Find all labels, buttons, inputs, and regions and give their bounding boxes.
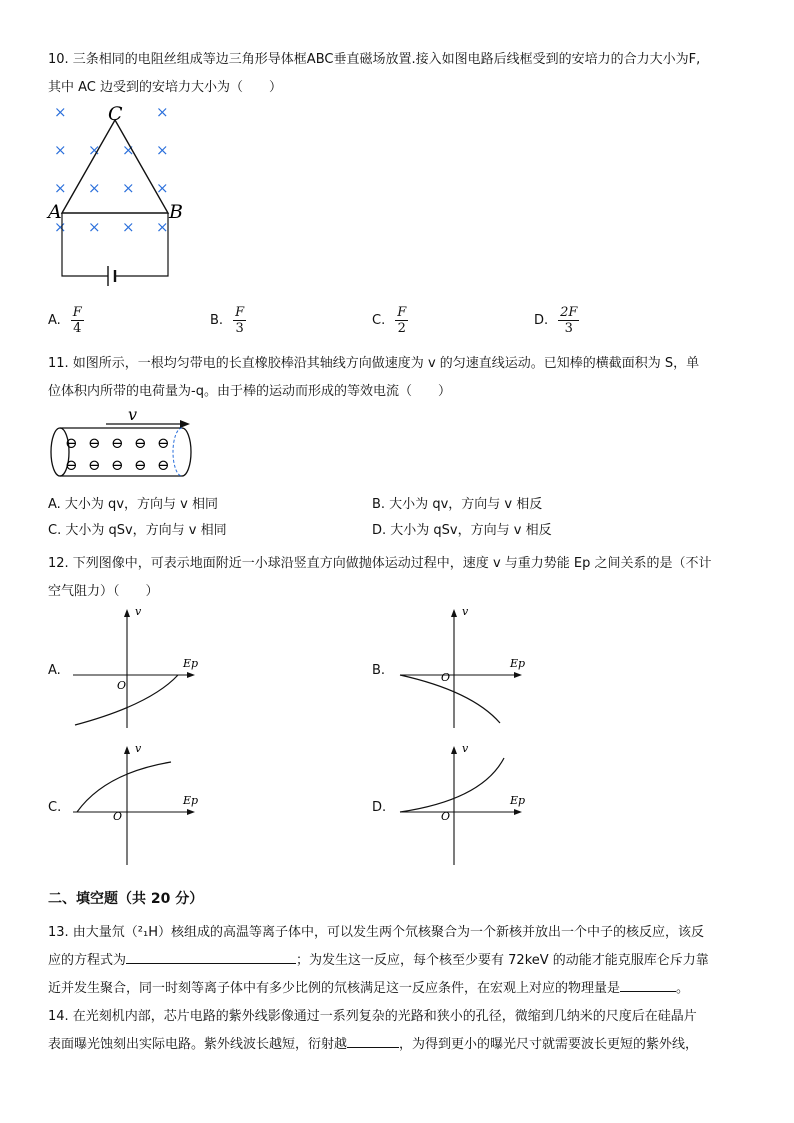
q11-option-b[interactable]: B. 大小为 qv，方向与 v 相反	[372, 497, 543, 512]
q10-stem-line1: 10. 三条相同的电阻丝组成等边三角形导体框ABC垂直磁场放置.接入如图电路后线框受到的安培力的合力大小为F,	[48, 52, 701, 67]
q11-stem-line1: 11. 如图所示，一根均匀带电的长直橡胶棒沿其轴线方向做速度为 v 的匀速直线运动。已知棒的横截面积为 S，单	[48, 356, 700, 371]
q12-option-c[interactable]: C.	[48, 800, 62, 815]
answer-blank[interactable]	[126, 951, 296, 964]
origin-label: O	[441, 810, 451, 823]
axis-label-v: v	[462, 605, 469, 618]
rod-right-end-hidden	[173, 428, 182, 476]
q11-stem-line2: 位体积内所带的电荷量为-q。由于棒的运动而形成的等效电流（ ）	[48, 384, 451, 399]
vertex-label-a: A	[48, 201, 62, 223]
circuit-wire	[62, 213, 108, 276]
x-mark: ×	[156, 179, 169, 197]
axis-label-ep: Ep	[183, 657, 199, 670]
x-mark: ×	[54, 179, 67, 197]
charge-symbol: ⊖	[88, 434, 101, 452]
x-mark: ×	[122, 218, 135, 236]
q10-option-c[interactable]: C. $\frac{F}{2}$	[372, 305, 407, 336]
charge-symbol: ⊖	[157, 434, 170, 452]
q12-option-b[interactable]: B.	[372, 663, 386, 678]
q13-stem-line3: 近并发生聚合，同一时刻等离子体中有多少比例的氘核满足这一反应条件，在宏观上对应的物理量是 。	[48, 981, 690, 996]
curve	[77, 762, 171, 812]
q12-graph-d	[392, 740, 542, 870]
q14-stem-line2: 表面曝光蚀刻出实际电路。紫外线波长越短，衍射越 ，为得到更小的曝光尺寸就需要波长更短的紫外线，	[48, 1037, 699, 1052]
origin-label: O	[113, 810, 123, 823]
axis-label-v: v	[462, 742, 469, 755]
q12-graph-b	[392, 603, 542, 733]
q12-option-d[interactable]: D.	[372, 800, 387, 815]
x-mark: ×	[156, 103, 169, 121]
x-mark: ×	[156, 141, 169, 159]
origin-label: O	[117, 679, 127, 692]
velocity-label: v	[128, 405, 138, 424]
section-title: 二、填空题（共 20 分）	[48, 891, 204, 907]
q11-option-a[interactable]: A. 大小为 qv，方向与 v 相同	[48, 497, 218, 512]
x-mark: ×	[156, 218, 169, 236]
q13-stem-line1: 13. 由大量氘（²₁H）核组成的高温等离子体中，可以发生两个氘核聚合为一个新核并放出一个中子的核反应，该反	[48, 925, 705, 940]
charge-symbol: ⊖	[157, 456, 170, 474]
x-mark: ×	[88, 141, 101, 159]
q11-option-c[interactable]: C. 大小为 qSv，方向与 v 相同	[48, 523, 227, 538]
q10-stem-line2: 其中 AC 边受到的安培力大小为（ ）	[48, 80, 283, 95]
answer-blank[interactable]	[347, 1035, 399, 1048]
charge-symbol: ⊖	[65, 456, 78, 474]
q12-stem-line2: 空气阻力）（ ）	[48, 584, 159, 599]
q10-option-b[interactable]: B. $\frac{F}{3}$	[210, 305, 245, 336]
q12-stem-line1: 12. 下列图像中，可表示地面附近一小球沿竖直方向做抛体运动过程中，速度 v 与重力势能 Ep 之间关系的是（不计	[48, 556, 712, 571]
answer-blank[interactable]	[620, 979, 676, 992]
x-mark: ×	[122, 141, 135, 159]
q12-option-a[interactable]: A.	[48, 663, 61, 678]
charge-symbol: ⊖	[111, 434, 124, 452]
q10-circuit-figure	[40, 96, 190, 296]
q12-graph-c	[65, 740, 215, 870]
arrow-head	[180, 420, 190, 428]
x-mark: ×	[54, 218, 67, 236]
axis-label-ep: Ep	[183, 794, 199, 807]
x-mark: ×	[88, 218, 101, 236]
triangle-frame	[62, 120, 168, 213]
q10-option-d[interactable]: D. $\frac{2F}{3}$	[534, 305, 578, 336]
x-mark: ×	[54, 141, 67, 159]
x-mark: ×	[88, 179, 101, 197]
axis-label-v: v	[135, 742, 142, 755]
q11-option-d[interactable]: D. 大小为 qSv，方向与 v 相反	[372, 523, 552, 538]
vertex-label-c: C	[108, 103, 123, 125]
axis-label-ep: Ep	[510, 657, 526, 670]
charge-symbol: ⊖	[111, 456, 124, 474]
q14-stem-line1: 14. 在光刻机内部，芯片电路的紫外线影像通过一系列复杂的光路和狭小的孔径，微缩到几纳米的尺度后在硅晶片	[48, 1009, 697, 1024]
charge-symbol: ⊖	[134, 434, 147, 452]
charge-symbol: ⊖	[134, 456, 147, 474]
x-mark: ×	[54, 103, 67, 121]
x-mark: ×	[122, 179, 135, 197]
charge-symbol: ⊖	[88, 456, 101, 474]
q13-stem-line2: 应的方程式为 ；为发生这一反应，每个核至少要有 72keV 的动能才能克服库仑斥力靠	[48, 953, 709, 968]
curve	[400, 758, 504, 812]
origin-label: O	[441, 671, 451, 684]
vertex-label-b: B	[169, 201, 183, 223]
charge-symbol: ⊖	[65, 434, 78, 452]
q10-option-a[interactable]: A. $\frac{F}{4}$	[48, 305, 82, 336]
axis-label-v: v	[135, 605, 142, 618]
axis-label-ep: Ep	[510, 794, 526, 807]
q12-graph-a	[65, 603, 215, 733]
q11-rod-figure	[46, 402, 201, 484]
rod-body	[60, 428, 191, 476]
